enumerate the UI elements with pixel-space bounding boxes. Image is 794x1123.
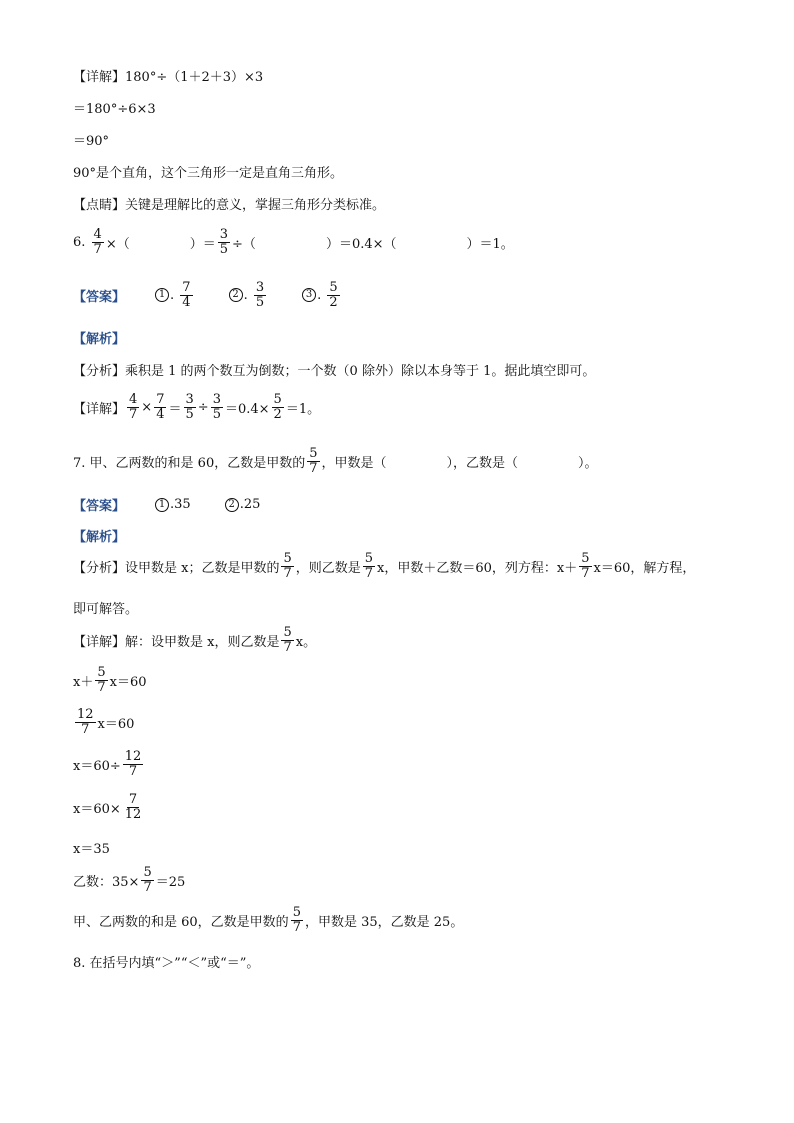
text: x＝60× <box>73 801 121 817</box>
answer-item: 3 . $\frac{5}{2}$ <box>302 281 342 309</box>
equation-4 <box>73 793 145 821</box>
text: 【分析】乘积是 1 的两个数互为倒数；一个数（0 除外）除以本身等于 1。据此填空即可。 <box>73 364 596 379</box>
detail-line-2 <box>73 98 156 117</box>
denominator: 7 <box>81 721 90 737</box>
denominator: 7 <box>581 565 590 581</box>
analysis-label-6 <box>73 328 125 347</box>
numerator: 3 <box>255 280 265 295</box>
fraction <box>579 552 591 580</box>
denominator: 5 <box>219 241 229 257</box>
fraction <box>75 708 96 736</box>
text: 【详解】180°÷（1＋2＋3）×3 <box>73 70 264 85</box>
numerator: 12 <box>77 707 94 722</box>
denominator: 5 <box>212 406 221 422</box>
detail-line-3 <box>73 130 109 149</box>
numerator: 3 <box>212 392 221 407</box>
text: ）。 <box>578 455 598 471</box>
comment-line <box>73 194 385 213</box>
text: x＝60÷ <box>73 758 121 774</box>
text: x＝60，解方程， <box>593 560 696 576</box>
fraction <box>154 393 166 421</box>
numerator: 3 <box>219 227 229 242</box>
circled-number: 3 <box>302 288 316 302</box>
equation-3 <box>73 750 145 778</box>
detail-line-1 <box>73 66 263 85</box>
circled-number: 1 <box>155 288 169 302</box>
denominator: 5 <box>185 406 194 422</box>
answer-value: .25 <box>239 497 261 512</box>
fraction <box>123 750 144 778</box>
detail-6 <box>73 393 320 421</box>
question-7 <box>73 447 598 475</box>
text: ＝180°÷6×3 <box>73 102 156 117</box>
answer-label: 【答案】 <box>73 289 126 305</box>
text: 即可解答。 <box>73 602 139 617</box>
text: ）＝ <box>189 236 216 252</box>
analysis-6 <box>73 360 595 379</box>
circled-number: 2 <box>225 498 239 512</box>
question-number: 6. <box>73 234 86 250</box>
denominator: 12 <box>124 806 142 822</box>
text: x＝60 <box>109 674 147 690</box>
text: 8. 在括号内填“＞”“＜”或“＝”。 <box>73 956 260 971</box>
detail-label: 【详解】 <box>73 401 126 417</box>
operator: × <box>141 399 153 415</box>
conclusion-7 <box>73 906 463 934</box>
numerator: 5 <box>283 625 292 640</box>
circled-number: 2 <box>229 288 243 302</box>
fraction <box>180 281 192 309</box>
text: 【分析】设甲数是 x；乙数是甲数的 <box>73 560 280 576</box>
text: ）＝0.4×（ <box>325 236 397 252</box>
numerator: 5 <box>329 280 338 295</box>
numerator: 4 <box>129 392 138 407</box>
answer-6 <box>73 281 376 309</box>
numerator: 4 <box>93 227 102 242</box>
denominator: 7 <box>128 763 138 779</box>
analysis-label-7 <box>73 526 125 545</box>
detail-7 <box>73 626 316 654</box>
numerator: 3 <box>185 392 194 407</box>
fraction <box>218 228 230 256</box>
text: x＝35 <box>73 842 110 857</box>
text: x＋ <box>73 674 94 690</box>
analysis-label: 【解析】 <box>73 530 126 545</box>
fraction <box>307 447 319 475</box>
numerator: 7 <box>128 792 138 807</box>
analysis-7 <box>73 552 695 580</box>
fraction <box>272 393 284 421</box>
answer-item: 1 . $\frac{7}{4}$ <box>155 281 195 309</box>
operator: ＝0.4× <box>224 401 270 417</box>
denominator: 5 <box>255 294 265 310</box>
question-6 <box>73 228 514 256</box>
fraction <box>184 393 196 421</box>
fraction <box>281 626 293 654</box>
denominator: 7 <box>283 565 292 581</box>
question-8 <box>73 952 259 971</box>
answer-value: .35 <box>170 497 191 512</box>
denominator: 7 <box>364 565 374 581</box>
text: 乙数：35× <box>73 874 140 890</box>
answer-item <box>155 497 191 512</box>
fraction <box>254 281 266 309</box>
answer-item: 2 . $\frac{3}{5}$ <box>229 281 269 309</box>
operator: ＝ <box>168 401 182 417</box>
denominator: 7 <box>143 879 152 895</box>
analysis-label: 【解析】 <box>73 332 126 347</box>
denominator: 7 <box>93 241 102 257</box>
denominator: 7 <box>129 406 138 422</box>
fraction <box>291 906 303 934</box>
denominator: 2 <box>273 406 282 422</box>
fraction <box>281 552 293 580</box>
fraction <box>327 281 339 309</box>
denominator: 7 <box>309 460 318 476</box>
text: 90°是个直角，这个三角形一定是直角三角形。 <box>73 166 344 181</box>
text: 【点睛】关键是理解比的意义，掌握三角形分类标准。 <box>73 198 386 213</box>
text: ÷（ <box>232 236 256 252</box>
denominator: 4 <box>182 294 191 310</box>
equation-1 <box>73 666 147 694</box>
numerator: 7 <box>182 280 191 295</box>
answer-item <box>225 497 261 512</box>
fraction <box>92 228 104 256</box>
denominator: 7 <box>283 639 292 655</box>
analysis-7-cont <box>73 598 138 617</box>
equation-6 <box>73 866 185 894</box>
numerator: 5 <box>292 905 301 920</box>
text: 【详解】解：设甲数是 x，则乙数是 <box>73 634 280 650</box>
denominator: 2 <box>329 294 338 310</box>
fraction <box>123 793 144 821</box>
equation-2 <box>73 708 134 736</box>
numerator: 5 <box>143 865 152 880</box>
text: ＝90° <box>73 134 110 149</box>
operator: ÷ <box>197 399 209 415</box>
operator: ＝1。 <box>285 401 321 417</box>
text: x＝60 <box>97 716 135 732</box>
text: ）＝1。 <box>466 236 514 252</box>
fraction <box>363 552 375 580</box>
circled-number: 1 <box>155 498 169 512</box>
text: ，甲数是 35，乙数是 25。 <box>304 914 464 930</box>
text: ，则乙数是 <box>295 560 361 576</box>
text: x，甲数＋乙数＝60，列方程：x＋ <box>377 560 578 576</box>
numerator: 5 <box>283 551 292 566</box>
numerator: 7 <box>156 392 165 407</box>
text: x。 <box>295 634 317 650</box>
fraction <box>95 666 107 694</box>
numerator: 5 <box>97 665 106 680</box>
denominator: 7 <box>97 679 106 695</box>
numerator: 5 <box>273 392 282 407</box>
text: ×（ <box>105 236 130 252</box>
text: ＝25 <box>155 874 186 890</box>
denominator: 7 <box>292 919 301 935</box>
text: ），乙数是（ <box>446 455 519 471</box>
numerator: 5 <box>581 551 590 566</box>
text: ，甲数是（ <box>321 455 387 471</box>
detail-line-4 <box>73 162 343 181</box>
answer-7 <box>73 495 294 514</box>
numerator: 5 <box>364 551 374 566</box>
equation-5 <box>73 838 110 857</box>
fraction <box>127 393 139 421</box>
answer-label: 【答案】 <box>73 499 126 514</box>
text: 7. 甲、乙两数的和是 60，乙数是甲数的 <box>73 455 306 471</box>
numerator: 5 <box>309 446 318 461</box>
text: 甲、乙两数的和是 60，乙数是甲数的 <box>73 914 289 930</box>
fraction <box>211 393 223 421</box>
numerator: 12 <box>124 749 142 764</box>
denominator: 4 <box>156 406 165 422</box>
fraction <box>141 866 153 894</box>
